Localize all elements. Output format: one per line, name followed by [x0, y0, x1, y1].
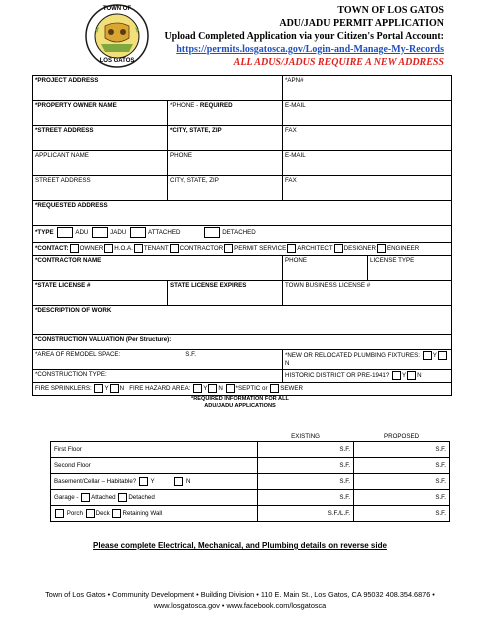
historic-yes-checkbox[interactable] — [392, 371, 401, 380]
header-upload-instruction: Upload Completed Application via your Citizen's Portal Account: — [164, 31, 444, 42]
contact-tenant-checkbox[interactable] — [134, 244, 143, 253]
proposed-first-floor[interactable]: S.F. — [354, 442, 450, 458]
existing-basement[interactable]: S.F. — [258, 474, 354, 490]
plumbing-yes-checkbox[interactable] — [423, 351, 432, 360]
proposed-second-floor[interactable]: S.F. — [354, 458, 450, 474]
project-address-field[interactable]: *PROJECT ADDRESS — [33, 76, 283, 101]
square-footage-table — [50, 432, 450, 522]
table-row: Porch Deck Retaining Wall S.F./L.F. S.F. — [51, 506, 450, 522]
town-business-license-field[interactable]: TOWN BUSINESS LICENSE # — [283, 281, 452, 306]
type-jadu-checkbox[interactable] — [92, 227, 108, 238]
permit-form-table — [32, 75, 452, 396]
owner-email-field[interactable]: E-MAIL — [283, 101, 452, 126]
existing-garage[interactable]: S.F. — [258, 490, 354, 506]
porch-checkbox[interactable] — [55, 509, 64, 518]
requested-address-field[interactable]: *REQUESTED ADDRESS — [33, 201, 452, 226]
contact-hoa-checkbox[interactable] — [104, 244, 113, 253]
deck-checkbox[interactable] — [86, 509, 95, 518]
town-seal-logo — [85, 4, 149, 68]
required-note: *REQUIRED INFORMATION FOR ALL ADU/JADU APPLICATIONS — [191, 396, 289, 409]
proposed-garage[interactable]: S.F. — [354, 490, 450, 506]
applicant-phone-field[interactable]: PHONE — [168, 151, 283, 176]
plumbing-no-checkbox[interactable] — [438, 351, 447, 360]
septic-checkbox[interactable] — [226, 384, 235, 393]
garage-detached-checkbox[interactable] — [118, 493, 127, 502]
applicant-email-field[interactable]: E-MAIL — [283, 151, 452, 176]
existing-second-floor[interactable]: S.F. — [258, 458, 354, 474]
owner-phone-field[interactable]: *PHONE - REQUIRED — [168, 101, 283, 126]
applicant-street-field[interactable]: STREET ADDRESS — [33, 176, 168, 201]
basement-yes-checkbox[interactable] — [139, 477, 148, 486]
type-adu-checkbox[interactable] — [57, 227, 73, 238]
owner-name-field[interactable]: *PROPERTY OWNER NAME — [33, 101, 168, 126]
owner-city-field[interactable]: *CITY, STATE, ZIP — [168, 126, 283, 151]
owner-fax-field[interactable]: FAX — [283, 126, 452, 151]
fire-hazard-no-checkbox[interactable] — [208, 384, 217, 393]
contractor-name-field[interactable]: *CONTRACTOR NAME — [33, 256, 283, 281]
apn-field[interactable]: *APN# — [283, 76, 452, 101]
fire-hazard-yes-checkbox[interactable] — [193, 384, 202, 393]
state-license-expires-field[interactable]: STATE LICENSE EXPIRES — [168, 281, 283, 306]
sprinklers-yes-checkbox[interactable] — [94, 384, 103, 393]
garage-attached-checkbox[interactable] — [81, 493, 90, 502]
contact-engineer-checkbox[interactable] — [377, 244, 386, 253]
applicant-fax-field[interactable]: FAX — [283, 176, 452, 201]
description-of-work-field[interactable]: *DESCRIPTION OF WORK — [33, 306, 452, 335]
contact-designer-checkbox[interactable] — [334, 244, 343, 253]
type-attached-checkbox[interactable] — [130, 227, 146, 238]
historic-row: HISTORIC DISTRICT OR PRE-1941? Y N — [283, 370, 452, 383]
fire-septic-row: FIRE SPRINKLERS: Y N FIRE HAZARD AREA: Y N *SEPTIC or SEWER — [33, 383, 452, 396]
table-row: First Floor S.F. S.F. — [51, 442, 450, 458]
existing-porch-deck-wall[interactable]: S.F./L.F. — [258, 506, 354, 522]
construction-valuation-field[interactable]: *CONSTRUCTION VALUATION (Per Structure): — [33, 335, 452, 350]
proposed-basement[interactable]: S.F. — [354, 474, 450, 490]
footer-address: Town of Los Gatos • Community Development • Building Division • 110 E. Main St., Los Gatos, CA 95032 408.354.6876 • — [45, 590, 435, 599]
area-remodel-field[interactable]: *AREA OF REMODEL SPACE: S.F. — [33, 350, 283, 370]
state-license-field[interactable]: *STATE LICENSE # — [33, 281, 168, 306]
retaining-wall-checkbox[interactable] — [112, 509, 121, 518]
portal-link[interactable]: https://permits.losgatosca.gov/Login-and-Manage-My-Records — [176, 44, 444, 55]
contact-row: *CONTACT: OWNER H.O.A. TENANT CONTRACTOR PERMIT SERVICE ARCHITECT DESIGNER ENGINEER — [33, 243, 452, 256]
seal-text-bottom: LOS GATOS — [99, 58, 135, 64]
plumbing-fixtures-row: *NEW OR RELOCATED PLUMBING FIXTURES: YN — [283, 350, 452, 370]
col-existing: EXISTING — [291, 433, 320, 440]
historic-no-checkbox[interactable] — [407, 371, 416, 380]
seal-text-top: TOWN OF — [102, 6, 132, 12]
proposed-porch-deck-wall[interactable]: S.F. — [354, 506, 450, 522]
license-type-field[interactable]: LICENSE TYPE — [368, 256, 452, 281]
contractor-phone-field[interactable]: PHONE — [283, 256, 368, 281]
type-row: *TYPE ADU JADU ATTACHED DETACHED — [33, 226, 452, 243]
sewer-checkbox[interactable] — [270, 384, 279, 393]
construction-type-field[interactable]: *CONSTRUCTION TYPE: — [33, 370, 283, 383]
type-detached-checkbox[interactable] — [204, 227, 220, 238]
sprinklers-no-checkbox[interactable] — [110, 384, 119, 393]
table-row: Garage - Attached Detached S.F. S.F. — [51, 490, 450, 506]
header-town: TOWN OF LOS GATOS — [337, 5, 444, 16]
contact-owner-checkbox[interactable] — [70, 244, 79, 253]
existing-first-floor[interactable]: S.F. — [258, 442, 354, 458]
basement-no-checkbox[interactable] — [174, 477, 183, 486]
col-proposed: PROPOSED — [383, 433, 420, 440]
header-form-title: ADU/JADU PERMIT APPLICATION — [279, 18, 444, 29]
reverse-side-note: Please complete Electrical, Mechanical, and Plumbing details on reverse side — [93, 541, 387, 550]
footer-links: www.losgatosca.gov • www.facebook.com/losgatosca — [153, 601, 327, 610]
applicant-city-field[interactable]: CITY, STATE, ZIP — [168, 176, 283, 201]
contact-permit-service-checkbox[interactable] — [224, 244, 233, 253]
owner-street-field[interactable]: *STREET ADDRESS — [33, 126, 168, 151]
address-notice: ALL ADUS/JADUS REQUIRE A NEW ADDRESS — [233, 57, 444, 68]
contact-architect-checkbox[interactable] — [287, 244, 296, 253]
contact-contractor-checkbox[interactable] — [170, 244, 179, 253]
table-row: Basement/Cellar – Habitable? Y N S.F. S.F. — [51, 474, 450, 490]
table-row: Second Floor S.F. S.F. — [51, 458, 450, 474]
applicant-name-field[interactable]: APPLICANT NAME — [33, 151, 168, 176]
